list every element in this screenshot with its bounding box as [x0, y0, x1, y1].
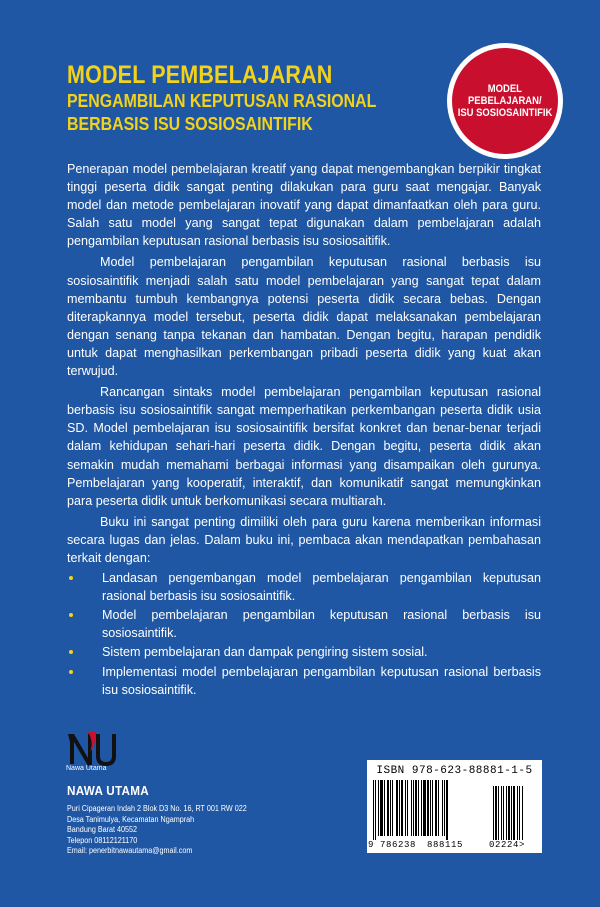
- publisher-address: [67, 804, 247, 857]
- address-line-1: Puri Cipageran Indah 2 Blok D3 No. 16, RT 001 RW 022: [67, 804, 247, 813]
- isbn-number: ISBN 978-623-88881-1-5: [376, 765, 533, 777]
- barcode-bar: [373, 780, 374, 840]
- address-line-3: Bandung Barat 40552: [67, 825, 138, 835]
- barcode-addon-bar: [522, 786, 523, 840]
- barcode-bar: [430, 780, 431, 836]
- barcode-addon-bar: [519, 786, 520, 840]
- barcode-bar: [380, 780, 383, 836]
- barcode-bar: [432, 780, 433, 836]
- paragraph-1: Penerapan model pembelajaran kreatif yang dapat mengembangkan berpikir tingkat tinggi peserta didik sangat penting dilakukan para guru saat mengajar. Banyak model dan metode pembelajaran inovatif yang dapat dimanfaatkan oleh para guru. Salah satu model yang sangat tepat digunakan dalam pembelajaran adalah pengambilan keputusan rasional berbasis isu sosiosaitifik.: [67, 162, 541, 249]
- series-badge-inner: [452, 48, 558, 154]
- barcode-bar: [396, 780, 398, 836]
- barcode-bar: [435, 780, 437, 836]
- title-line-1: MODEL PEMBELAJARAN: [67, 61, 333, 89]
- barcode-bar: [401, 780, 403, 836]
- barcode-addon-bar: [508, 786, 510, 840]
- barcode-addon-bar: [511, 786, 512, 840]
- paragraph-3: Rancangan sintaks model pembelajaran pengambilan keputusan rasional berbasis isu sosiosaintifik sangat memperhatikan perkembangan peserta didik usia SD. Model pembelajaran isu sosiosaintifik bersifat konkret dan benar-benar terjadi dalam kehidupan sehari-hari peserta didik. Dengan begitu, peserta didik akan semakin mudah memahami berbagai informasi yang disampaikan oleh gurunya. Pembelajaran yang kooperatif, interaktif, dan komunikatif sangat memungkinkan para peserta didik untuk berkomunikasi secara multiarah.: [67, 385, 541, 508]
- barcode-addon-bar: [503, 786, 504, 840]
- bullet-dot-icon: [69, 613, 73, 617]
- badge-line-2: PEBELAJARAN/: [468, 94, 542, 107]
- barcode-bar: [427, 780, 429, 836]
- list-item: [67, 663, 541, 699]
- barcode-digits-group-1: 786238: [380, 840, 417, 850]
- barcode-digit-first: 9: [368, 840, 374, 850]
- badge-line-3: ISU SOSIOSAINTIFIK: [457, 107, 553, 120]
- barcode-addon-bar: [495, 786, 497, 840]
- publisher-email: Email: penerbitnawautama@gmail.com: [67, 846, 193, 856]
- barcode-bar: [421, 780, 422, 836]
- barcode-addon-bar: [517, 786, 518, 840]
- address-line-2: Desa Tanimulya, Kecamatan Ngamprah: [67, 814, 195, 824]
- list-item-text: Model pembelajaran pengambilan keputusan rasional berbasis isu sosiosaintifik.: [102, 608, 541, 641]
- barcode-bar: [442, 780, 443, 836]
- paragraph-2: Model pembelajaran pengambilan keputusan rasional berbasis isu sosiosaintifik menjadi salah satu model pembelajaran yang sangat tepat dalam membantu tumbuh kembangnya potensi peserta didik secara bebas. Dengan diterapkannya model tersebut, peserta didik dapat melaksanakan pembelajaran dengan senang tanpa tekanan dan hambatan. Dengan begitu, harapan pendidik untuk dapat menghasilkan perkembangan pribadi peserta didik yang kuat akan terwujud.: [67, 255, 541, 379]
- barcode-bar: [378, 780, 379, 836]
- barcode-bar: [411, 780, 412, 836]
- bullet-dot-icon: [69, 576, 73, 580]
- barcode-bar: [384, 780, 385, 836]
- barcode-bar: [423, 780, 426, 836]
- barcode-addon-bar: [501, 786, 502, 840]
- barcode-digits-group-2: 888115: [427, 840, 464, 850]
- barcode-bar: [375, 780, 376, 840]
- badge-line-1: MODEL: [487, 82, 523, 95]
- list-item-text: Implementasi model pembelajaran pengambilan keputusan rasional berbasis isu sosiosaintifik.: [102, 664, 541, 697]
- bullet-dot-icon: [69, 650, 73, 654]
- barcode-bar: [418, 780, 419, 836]
- publisher-name: NAWA UTAMA: [67, 783, 149, 798]
- barcode-bar: [438, 780, 439, 836]
- list-item-text: Landasan pengembangan model pembelajaran pengambilan keputusan rasional berbasis isu sosiosaintifik.: [102, 571, 541, 604]
- barcode-bar: [444, 780, 445, 836]
- series-badge: [447, 43, 563, 159]
- barcode-bars: [373, 780, 536, 840]
- publisher-phone: Telepon 08112121170: [67, 835, 138, 845]
- topic-list: [67, 569, 541, 699]
- barcode-addon-bar: [498, 786, 499, 840]
- logo-caption: Nawa Utama: [66, 765, 107, 772]
- blurb: [67, 160, 541, 700]
- book-title: [67, 63, 427, 133]
- barcode-bar: [392, 780, 393, 836]
- bullet-dot-icon: [69, 670, 73, 674]
- barcode-bar: [390, 780, 391, 836]
- list-item: [67, 606, 541, 642]
- barcode-addon-bar: [506, 786, 507, 840]
- barcode-bar: [413, 780, 414, 836]
- barcode-bar: [446, 780, 448, 840]
- barcode-bar: [399, 780, 400, 836]
- barcode-bar: [415, 780, 417, 836]
- list-item: [67, 569, 541, 605]
- barcode-addon-digits: 02224>: [489, 840, 526, 850]
- title-line-3: BERBASIS ISU SOSIOSAINTIFIK: [67, 112, 313, 134]
- list-item-text: Sistem pembelajaran dan dampak pengiring sistem sosial.: [102, 645, 428, 660]
- barcode-addon-bar: [513, 786, 515, 840]
- publisher-info: [67, 783, 267, 857]
- isbn-barcode: [367, 760, 542, 853]
- barcode-bar: [387, 780, 389, 836]
- barcode-addon-bar: [493, 786, 494, 840]
- barcode-bar: [405, 780, 406, 836]
- list-item: [67, 643, 541, 661]
- title-line-2: PENGAMBILAN KEPUTUSAN RASIONAL: [67, 90, 377, 111]
- barcode-bar: [407, 780, 408, 836]
- paragraph-4: Buku ini sangat penting dimiliki oleh para guru karena memberikan informasi secara lugas dan jelas. Dalam buku ini, pembaca akan mendapatkan pembahasan terkait dengan:: [67, 514, 541, 565]
